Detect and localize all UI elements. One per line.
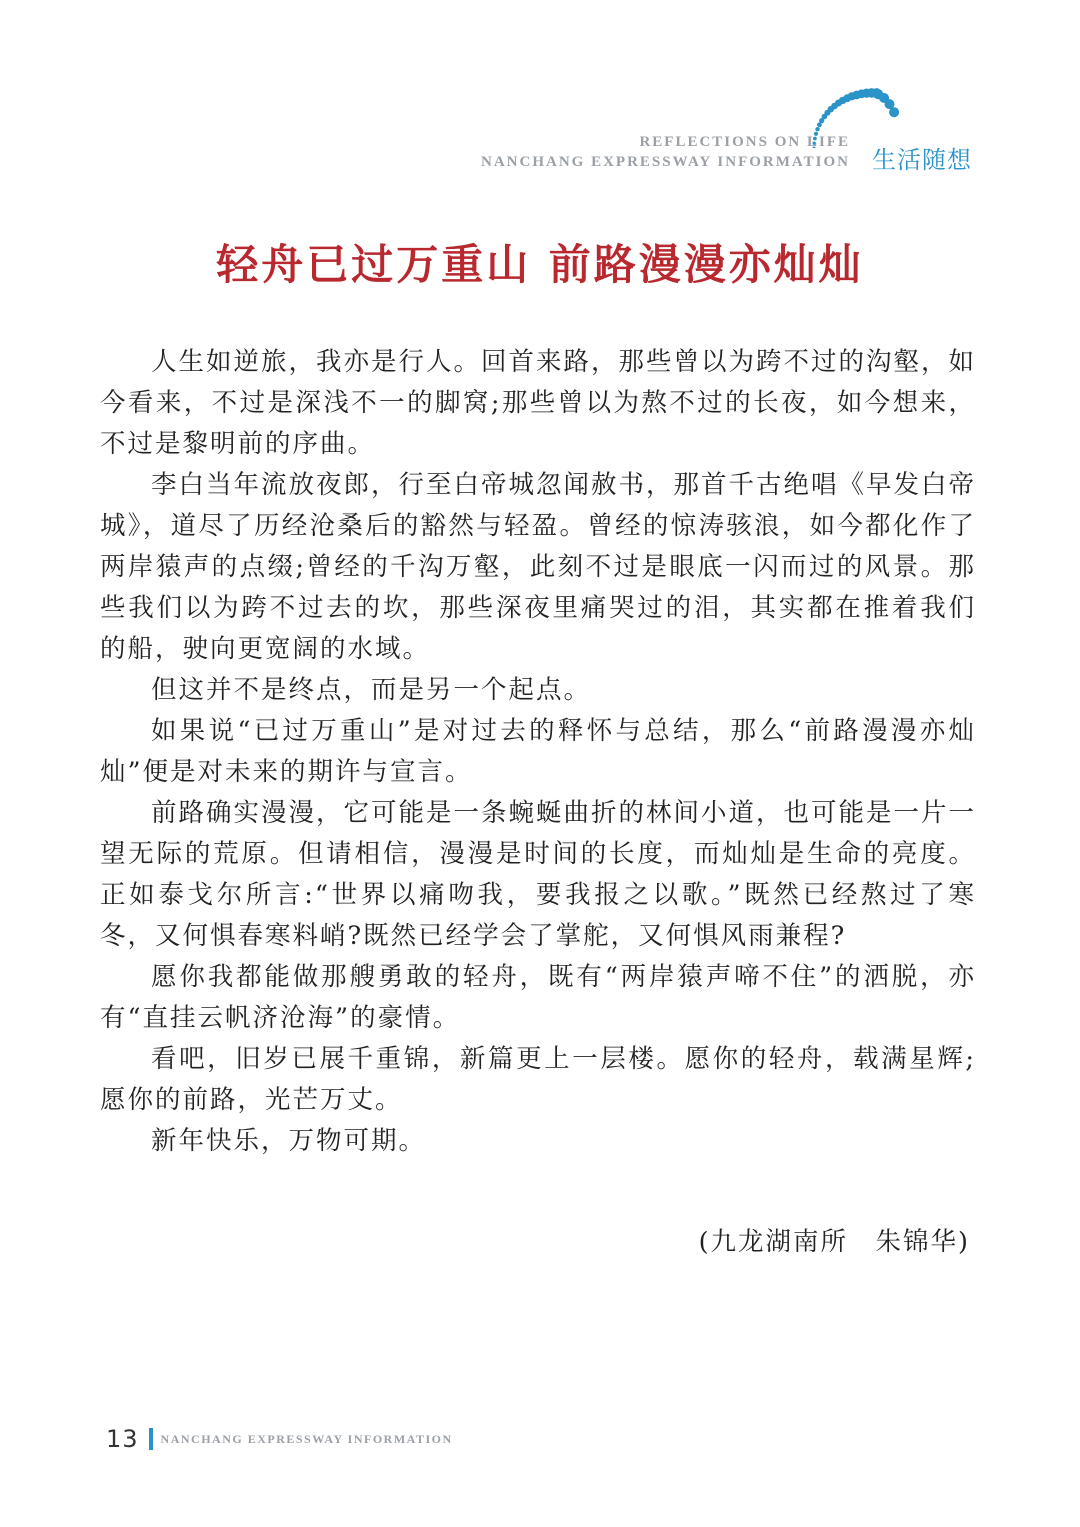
paragraph: 如果说“已过万重山”是对过去的释怀与总结，那么“前路漫漫亦灿灿”便是对未来的期许与宣言。 — [100, 716, 976, 787]
author-signature: (九龙湖南所 朱锦华) — [698, 1227, 970, 1257]
article-title: 轻舟已过万重山 前路漫漫亦灿灿 — [216, 240, 864, 289]
paragraph: 看吧，旧岁已展千重锦，新篇更上一层楼。愿你的轻舟，载满星辉;愿你的前路，光芒万丈。 — [100, 1044, 976, 1115]
page-number: 13 — [106, 1425, 139, 1453]
arc-dot — [815, 127, 819, 131]
paragraph: 新年快乐，万物可期。 — [151, 1126, 427, 1156]
paragraph: 但这并不是终点，而是另一个起点。 — [151, 675, 592, 705]
paragraph: 李白当年流放夜郎，行至白帝城忽闻赦书，那首千古绝唱《早发白帝城》，道尽了历经沧桑后的豁然与轻盈。曾经的惊涛骇浪，如今都化作了两岸猿声的点缀;曾经的千沟万壑，此刻不过是眼底一闪而过的风景。那些我们以为跨不过去的坎，那些深夜里痛哭过的泪，其实都在推着我们的船，驶向更宽阔的水域。 — [100, 470, 977, 664]
paragraph: 人生如逆旅，我亦是行人。回首来路，那些曾以为跨不过的沟壑，如今看来，不过是深浅不一的脚窝;那些曾以为熬不过的长夜，如今想来，不过是黎明前的序曲。 — [100, 347, 977, 459]
article-body — [100, 342, 976, 1162]
paragraph: 前路确实漫漫，它可能是一条蜿蜒曲折的林间小道，也可能是一片一望无际的荒原。但请相信，漫漫是时间的长度，而灿灿是生命的亮度。正如泰戈尔所言:“世界以痛吻我，要我报之以歌。”既然已经熬过了寒冬，又何惧春寒料峭?既然已经学会了掌舵，又何惧风雨兼程? — [100, 798, 977, 951]
arc-dot — [889, 107, 899, 117]
paragraph: 愿你我都能做那艘勇敢的轻舟，既有“两岸猿声啼不住”的洒脱，亦有“直挂云帆济沧海”的豪情。 — [100, 962, 976, 1033]
footer-publication-name: NANCHANG EXPRESSWAY INFORMATION — [160, 1431, 453, 1446]
page-footer — [106, 1425, 453, 1453]
header-english-line-2: NANCHANG EXPRESSWAY INFORMATION — [481, 154, 850, 170]
header-english-line-1: REFLECTIONS ON LIFE — [639, 134, 850, 150]
section-label: 生活随想 — [872, 146, 972, 174]
footer-divider — [149, 1428, 153, 1450]
